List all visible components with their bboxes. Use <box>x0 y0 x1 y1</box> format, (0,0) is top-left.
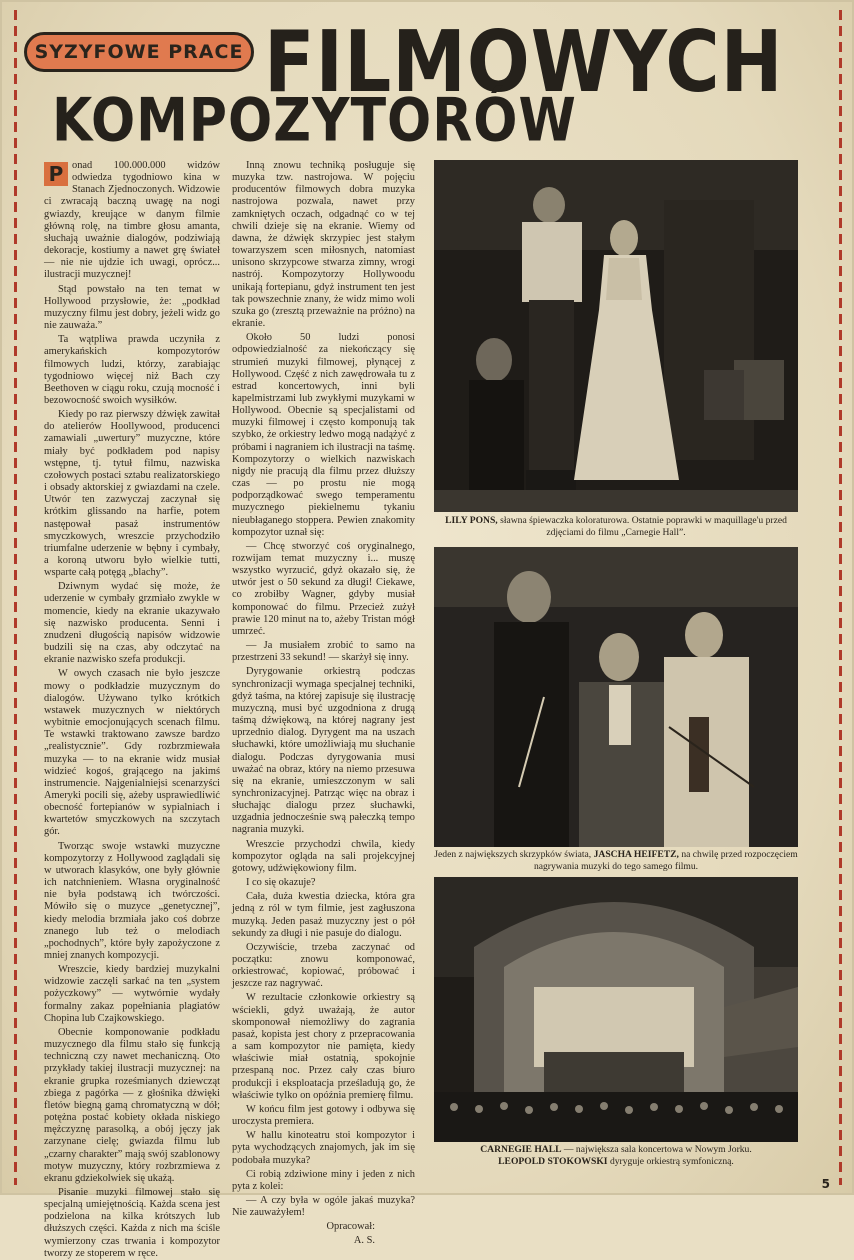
paragraph: W owych czasach nie było jeszcze mowy o podkładzie muzycznym do dialogów. Używano tylko krótkich wstawek muzycznych w niektórych wybitnie emocjonujących scenach filmu. Te wstawki traktowano zawsze bardzo „realistycznie”. Gdy rozbrzmiewała muzyka — to na ekranie widz musiał widzieć kogoś, grającego na jakimś instrumencie. Najgenialniejsi scenarzyści Ameryki pocili się, ażeby usprawiedliwić obecność fortepianów w sypialniach i kwartetów smyczkowych na szczytach gór. <box>44 668 220 838</box>
paragraph: Około 50 ludzi ponosi odpowiedzialność za niekończący się strumień muzyki filmowej, płynącej z Hollywood. Część z nich zawędrowała tu z estrad koncertowych, inni byli kapelmistrzami lub zwykłymi muzykami w Hollywood. Obecnie są specjalistami od muzyki filmowej i często komponują tak szybko, że orkiestry ledwo mogą nadążyć z próbami i nagraniem ich ilustracji na taśmę. Kompozytorzy o wielkich nazwiskach nigdy nie pracują dla filmu przez dłuższy czas — po prostu nie mogą podporządkować swego temperamentu muzycznego piekielnemu tykaniu nieubłaganego stoppera. Pewien znakomity kompozytor uznał się: <box>232 332 415 538</box>
photo-carnegie-hall <box>434 877 798 1142</box>
paragraph: — Ja musiałem zrobić to samo na przestrzeni 33 sekund! — skarżył się inny. <box>232 640 415 664</box>
paragraph: Kiedy po raz pierwszy dźwięk zawitał do atelierów Hoollywood, producenci zamawiali „uwertury” muzyczne, które miały być podkładem pod napisy wstępne, tj. tytuł filmu, nazwiska czołowych postaci sztabu realizatorskiego i obsady aktorskiej z gwiazdami na czele. Utwór ten zazwyczaj zaczynał się krótkim glissando na harfie, potem następował pasaż instrumentów smyczkowych, wreszcie przychodziło triumfalne uderzenie w bębny i cymbały, a koroną utworu było wielkie tutti, wsparte całą potęgą „blachy”. <box>44 409 220 579</box>
paragraph: — Chcę stworzyć coś oryginalnego, rozwijam temat muzyczny i... muszę wszystko wyrzucić, gdyż okazało się, że utwór jest o 50 sekund za długi! Ciekawe, co zrobiłby Wagner, gdyby musiał komponować do filmu. Przecież zużył prawie 120 minut na to, ażeby Tristan mógł umrzeć. <box>232 540 415 637</box>
photo-jascha-heifetz <box>434 547 798 847</box>
paragraph: Ta wątpliwa prawda uczyniła z amerykańskich kompozytorów filmowych ludzi, którzy, zarabiając tygodniowo więcej niż Bach czy Beethoven w ciągu roku, czują mocność i bezowocność swoich wysiłków. <box>44 334 220 406</box>
paragraph: Wreszcie, kiedy bardziej muzykalni widzowie zaczęli sarkać na ten „system pożyczkowy” — wytwórnie wydały formalny zakaz popełniania plagiatów Chopina lub Czajkowskiego. <box>44 964 220 1024</box>
paragraph: Cała, duża kwestia dziecka, która gra jedną z ról w tym filmie, jest zagłuszona muzyką. Jeden pasaż muzyczny jest o pół sekundy za długi i nie pasuje do dialogu. <box>232 891 415 939</box>
article-column-1 <box>44 160 220 1259</box>
paragraph: W hallu kinoteatru stoi kompozytor i pyta wychodzących znajomych, jak im się podobała muzyka? <box>232 1130 415 1166</box>
paragraph: Dziwnym wydać się może, że uderzenie w cymbały grzmiało zwykle w momencie, kiedy na ekranie ukazywało się nazwisko producenta. Senni i znudzeni długością napisów widzowie budzili się na czas, aby odczytać na ekranie nazwisko szefa produkcji. <box>44 581 220 666</box>
right-border-stripe <box>839 10 842 1185</box>
paragraph: Tworząc swoje wstawki muzyczne kompozytorzy z Hollywood zaglądali się w utworach klasyków, one były głównie ich natchnieniem. Własna oryginalność nie była podstawą ich twórczości. Mówiło się o muzyce „genetycznej”, kiedy melodia brzmiała jako coś dobrze znanego lub też o melodiach „pochodnych”, które były zapożyczone z mniej znanych kompozycji. <box>44 840 220 961</box>
paragraph: Wreszcie przychodzi chwila, kiedy kompozytor ogląda na sali projekcyjnej gotowy, udźwiękowiony film. <box>232 838 415 874</box>
caption-photo-3: CARNEGIE HALL — największa sala koncertowa w Nowym Jorku. LEOPOLD STOKOWSKI dyryguje orkiestrą symfoniczną. <box>480 1144 752 1167</box>
article-column-2 <box>232 160 415 1247</box>
paragraph: I co się okazuje? <box>246 877 316 889</box>
photo-lily-pons <box>434 160 798 512</box>
paragraph: W rezultacie członkowie orkiestry są wściekli, gdyż uważają, że autor skomponował niemożliwy do zagrania pasaż, kopista jest chory z przepracowania a sam kompozytor nie pamięta, kiedy właściwie miał ostatnią, spokojnie przespaną noc. Przez cały czas biuro produkcji i eksploatacja prześladują go, że właściwie tylko on opóźnia premierę filmu. <box>232 992 415 1101</box>
paragraph: Oczywiście, trzeba zaczynać od początku: znowu komponować, orkiestrować, kopiować, próbować i jeszcze raz nagrywać. <box>232 941 415 990</box>
signature-name: A. S. <box>353 1235 375 1247</box>
paragraph: Dyrygowanie orkiestrą podczas synchronizacji wymaga specjalnej techniki, gdyż taśma, na której zapisuje się ilustrację muzyczną, musi być uzgodniona z drugą taśmą dźwiękową, na której nagrany jest uprzednio dialog. Dyrygent ma na uszach słuchawki, które umożliwiają mu słuchanie dialogu. Podczas dyrygowania musi uważać na obraz, który na niemo przesuwa się na ekranie, umieszczonym w sali synchronizacyjnej. Patrząc więc na obraz i słuchając dialogu przez słuchawki, uzgadnia jednocześnie swą pałeczką tempo nagrania muzyki. <box>232 666 415 836</box>
section-badge: SYZYFOWE PRACE <box>24 32 254 72</box>
paragraph: Inną znowu techniką posługuje się muzyka tzw. nastrojowa. W pojęciu producentów filmowych dobra muzyka nastrojowa pozwala, nawet przy zamkniętych oczach, odgadnąć co w tej chwili dzieje się na ekranie. Wiemy od dawna, że dźwięk skrzypiec jest stałym towarzyszem scen miłosnych, natomiast unisono skrzypcowe stwarza zimny, wrogi nastrój. Kompozytorzy Hollywoodu unikają fortepianu, gdyż instrument ten jest tak powszechnie znany, że widz mimo woli szuka go (zresztą przeważnie na próżno) na ekranie. <box>232 160 415 330</box>
page-number: 5 <box>821 1177 830 1191</box>
paragraph: Obecnie komponowanie podkładu muzycznego dla filmu stało się funkcją techniczną czy nawet mechaniczną. Oto przykłady takiej ilustracji muzycznej: na ekranie grupka roześmianych dziewcząt zbiega z pagórka — z głośnika dźwięki fletów biegną gamą chromatyczną w dół; potężna postać kobiety okłada niskiego mężczyznę parasolką, a obój jęczy jak zarzynane cielę; gwiazda filmu lub „czarny charakter” mają swój szablonowy motyw muzyczny, który rozbrzmiewa z ekranu gdziekolwiek się ukażą. <box>44 1026 220 1184</box>
drop-cap: P <box>44 162 68 186</box>
headline-line-2: KOMPOZYTORÓW <box>52 86 577 156</box>
signature-label: Opracował: <box>326 1221 375 1233</box>
paragraph: Pisanie muzyki filmowej stało się specjalną umiejętnością. Każda scena jest podzielona na kilka krótszych lub dłuższych części. Każda z nich ma ściśle wymierzony czas trwania i kompozytor tworzy ze stoperem w ręce. <box>44 1186 220 1259</box>
paragraph: W końcu film jest gotowy i odbywa się uroczysta premiera. <box>232 1103 415 1128</box>
left-border-stripe <box>14 10 17 1185</box>
caption-photo-2: Jeden z największych skrzypków świata, JASCHA HEIFETZ, na chwilę przed rozpoczęciem nagrywania muzyki do tego samego filmu. <box>434 849 798 872</box>
paragraph: Ci robią zdziwione miny i jeden z nich pyta z kolei: <box>232 1168 415 1192</box>
paragraph: — A czy była w ogóle jakaś muzyka? Nie zauważyłem! <box>232 1194 415 1219</box>
paragraph: Stąd powstało na ten temat w Hollywood przysłowie, że: „podkład muzyczny filmu jest dobry, jeżeli widz go nie zauważa.” <box>44 283 220 332</box>
paragraph: P onad 100.000.000 widzów odwiedza tygodniowo kina w Stanach Zjednoczonych. Widzowie ci zwracają baczną uwagę na nogi gwiazdy, kreujące w danym filmie główną rolę, na timbre głosu amanta, słuchają uważnie dialogów, podziwiają dekoracje, kostiumy a nawet grę świateł — nie nie ujdzie ich uwagi, oprócz... ilustracji muzycznej! <box>44 160 220 281</box>
caption-photo-1: LILY PONS, sławna śpiewaczka koloraturowa. Ostatnie poprawki w maquillage'u przed zdjęciami do filmu „Carnegie Hall”. <box>445 515 787 538</box>
headline-line-1: FILMOWYCH <box>264 12 784 112</box>
